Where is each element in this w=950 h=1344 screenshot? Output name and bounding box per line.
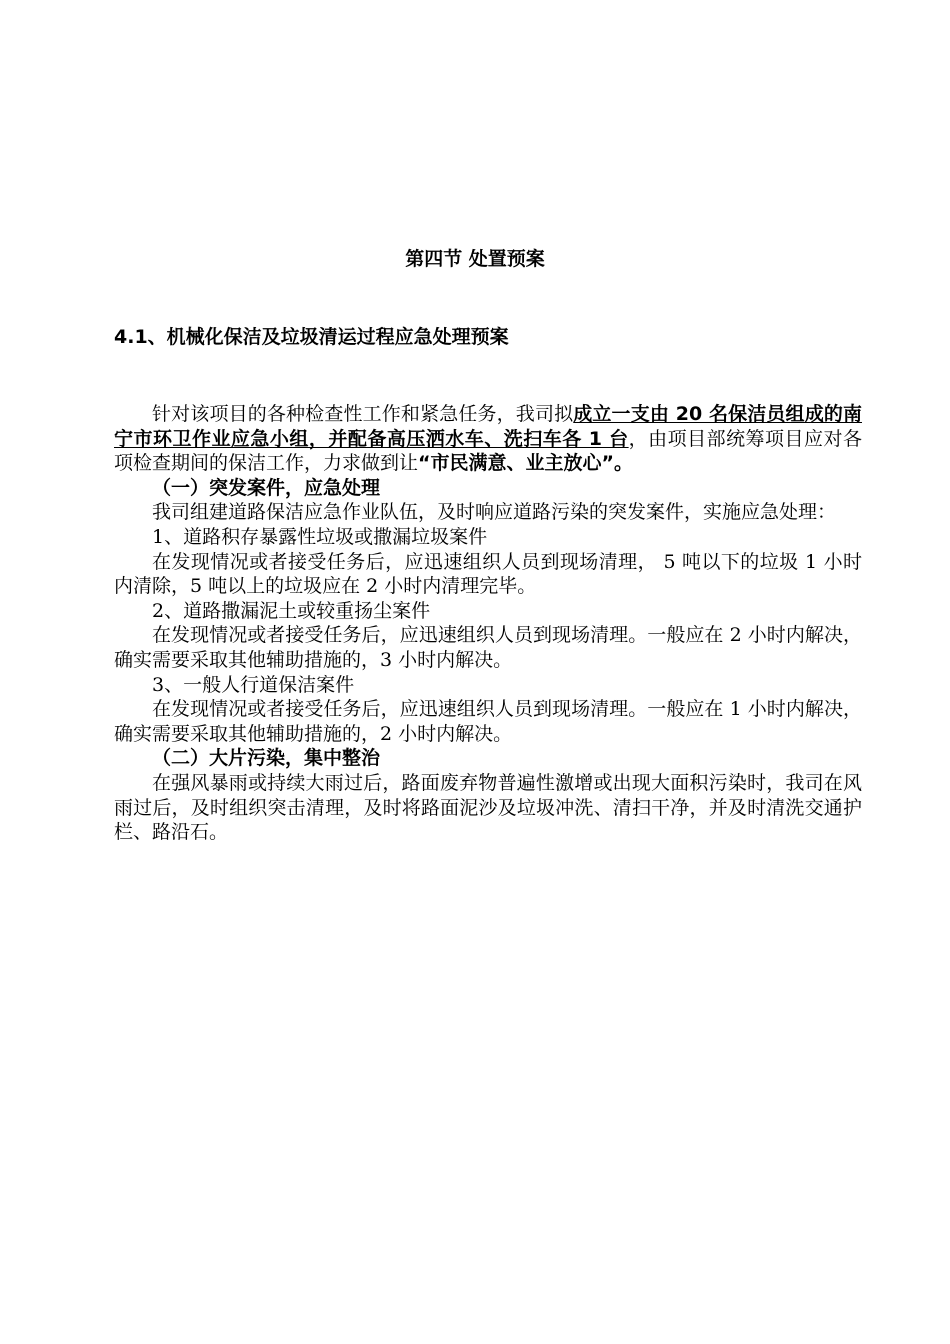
intro-quote: “市民满意、业主放心”。 <box>418 452 633 475</box>
intro-text-1: 针对该项目的各种检查性工作和紧急任务，我司拟 <box>152 403 574 425</box>
case-1-title: 1、道路积存暴露性垃圾或撒漏垃圾案件 <box>152 525 488 548</box>
intro-text-2: ，由项目部统筹项目应对各项检查期间的保洁工作，力求做到让 <box>114 427 862 475</box>
section-title: 第四节 处置预案 <box>405 248 545 270</box>
case-2-text: 在发现情况或者接受任务后，应迅速组织人员到现场清理。一般应在 2 小时内解决，确实需要采取其他辅助措施的，3 小时内解决。 <box>114 624 862 671</box>
document-body <box>114 402 862 845</box>
paragraph-emergency-team: 我司组建道路保洁应急作业队伍，及时响应道路污染的突发案件，实施应急处理： <box>152 501 837 524</box>
intro-highlight: 成立一支由 20 名保洁员组成的南宁市环卫作业应急小组，并配备高压洒水车、洗扫车各 1 台 <box>114 403 862 450</box>
intro-paragraph <box>114 402 862 476</box>
case-3-title: 3、一般人行道保洁案件 <box>152 673 355 696</box>
case-3-text: 在发现情况或者接受任务后，应迅速组织人员到现场清理。一般应在 1 小时内解决，确实需要采取其他辅助措施的，2 小时内解决。 <box>114 698 862 745</box>
heading-large-pollution: （二）大片污染，集中整治 <box>152 747 381 770</box>
case-1-text: 在发现情况或者接受任务后，应迅速组织人员到现场清理， 5 吨以下的垃圾 1 小时内清除，5 吨以上的垃圾应在 2 小时内清理完毕。 <box>114 550 862 598</box>
subsection-title: 4.1、机械化保洁及垃圾清运过程应急处理预案 <box>114 326 509 348</box>
paragraph-large-pollution: 在强风暴雨或持续大雨过后，路面废弃物普遍性激增或出现大面积污染时，我司在风雨过后，及时组织突击清理，及时将路面泥沙及垃圾冲洗、清扫干净，并及时清洗交通护栏、路沿石。 <box>114 771 862 844</box>
heading-emergency: （一）突发案件，应急处理 <box>152 476 381 499</box>
case-2-title: 2、道路撒漏泥土或较重扬尘案件 <box>152 599 431 622</box>
